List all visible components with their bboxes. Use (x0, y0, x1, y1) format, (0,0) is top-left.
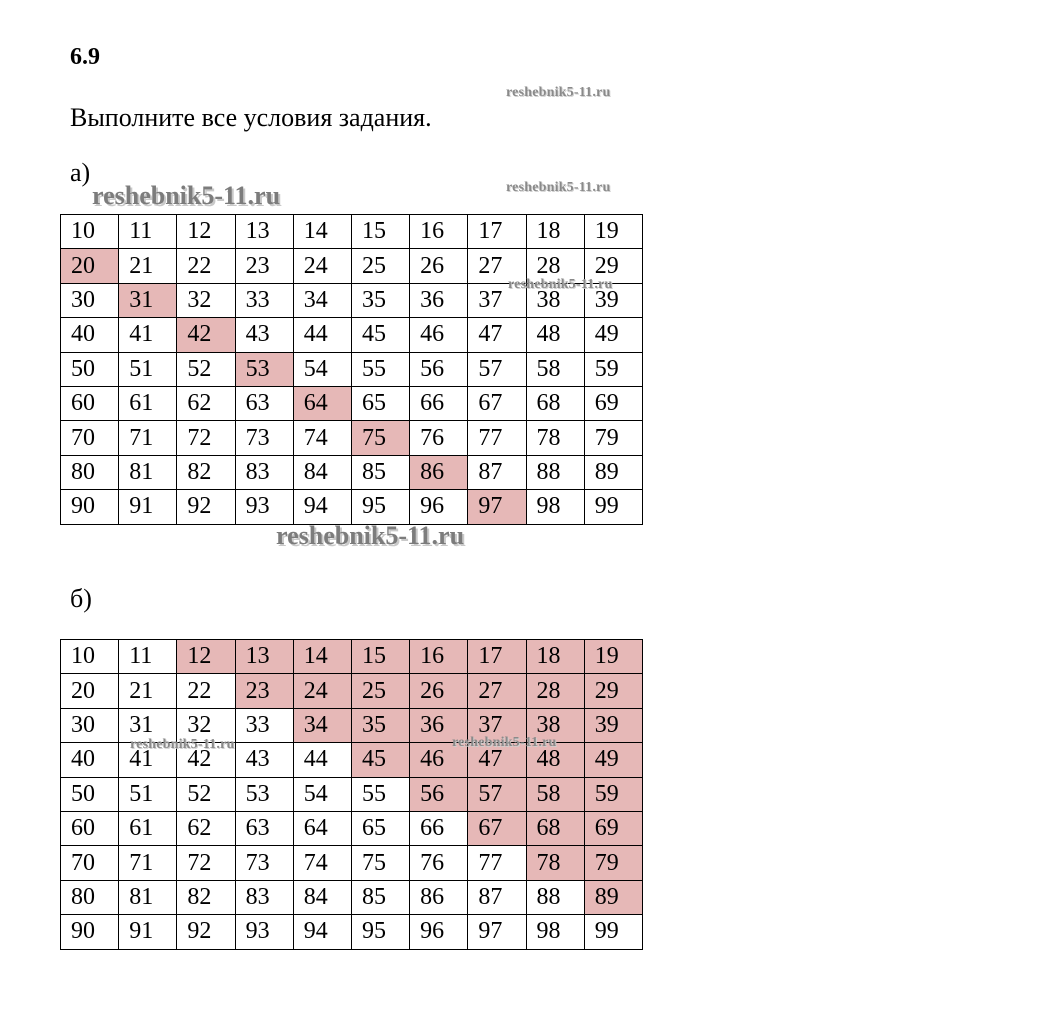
grid-cell: 99 (584, 915, 642, 949)
grid-cell-highlighted: 31 (119, 283, 177, 317)
grid-cell-highlighted: 15 (351, 640, 409, 674)
grid-cell-highlighted: 19 (584, 640, 642, 674)
watermark: reshebnik5-11.ru (452, 735, 557, 750)
grid-cell-highlighted: 79 (584, 846, 642, 880)
grid-cell: 56 (410, 352, 468, 386)
grid-cell: 50 (61, 777, 119, 811)
grid-cell-highlighted: 58 (526, 777, 584, 811)
grid-cell: 39 (584, 283, 642, 317)
grid-row (61, 455, 643, 489)
grid-cell: 22 (177, 249, 235, 283)
grid-cell-highlighted: 14 (293, 640, 351, 674)
task-instruction: Выполните все условия задания. (70, 103, 432, 132)
grid-cell: 45 (351, 318, 409, 352)
grid-cell: 32 (177, 283, 235, 317)
grid-cell-highlighted: 67 (468, 811, 526, 845)
grid-cell-highlighted: 17 (468, 640, 526, 674)
number-grid-b (60, 639, 643, 950)
grid-cell: 82 (177, 455, 235, 489)
grid-cell-highlighted: 64 (293, 386, 351, 420)
grid-cell: 41 (119, 318, 177, 352)
grid-row (61, 215, 643, 249)
grid-cell: 68 (526, 386, 584, 420)
grid-cell: 83 (235, 455, 293, 489)
grid-cell: 79 (584, 421, 642, 455)
number-grid-a (60, 214, 643, 525)
grid-cell-highlighted: 89 (584, 880, 642, 914)
grid-cell: 52 (177, 352, 235, 386)
grid-cell: 63 (235, 386, 293, 420)
grid-cell: 13 (235, 215, 293, 249)
watermark: reshebnik5-11.ru (506, 85, 611, 100)
grid-cell: 20 (61, 674, 119, 708)
grid-cell-highlighted: 69 (584, 811, 642, 845)
grid-row (61, 846, 643, 880)
grid-row (61, 640, 643, 674)
grid-cell: 55 (351, 352, 409, 386)
grid-cell: 23 (235, 249, 293, 283)
grid-cell: 30 (61, 708, 119, 742)
grid-cell-highlighted: 26 (410, 674, 468, 708)
grid-cell: 21 (119, 674, 177, 708)
grid-cell-highlighted: 12 (177, 640, 235, 674)
grid-cell: 91 (119, 915, 177, 949)
grid-cell: 89 (584, 455, 642, 489)
grid-cell-highlighted: 25 (351, 674, 409, 708)
grid-cell: 10 (61, 215, 119, 249)
grid-cell-highlighted: 78 (526, 846, 584, 880)
grid-cell: 44 (293, 318, 351, 352)
grid-cell: 70 (61, 846, 119, 880)
grid-cell: 59 (584, 352, 642, 386)
grid-cell: 92 (177, 915, 235, 949)
grid-cell: 34 (293, 283, 351, 317)
grid-cell: 36 (410, 283, 468, 317)
grid-cell: 77 (468, 846, 526, 880)
grid-cell: 11 (119, 215, 177, 249)
grid-cell: 92 (177, 490, 235, 524)
grid-cell: 86 (410, 880, 468, 914)
grid-cell: 50 (61, 352, 119, 386)
grid-cell: 29 (584, 249, 642, 283)
grid-row (61, 915, 643, 949)
grid-cell: 17 (468, 215, 526, 249)
grid-cell: 94 (293, 490, 351, 524)
grid-cell: 65 (351, 811, 409, 845)
grid-row (61, 421, 643, 455)
grid-cell: 97 (468, 915, 526, 949)
grid-cell-highlighted: 42 (177, 318, 235, 352)
grid-cell: 37 (468, 283, 526, 317)
grid-cell: 62 (177, 386, 235, 420)
grid-cell: 66 (410, 811, 468, 845)
grid-cell: 84 (293, 455, 351, 489)
grid-row (61, 674, 643, 708)
grid-cell: 49 (584, 318, 642, 352)
grid-cell: 95 (351, 915, 409, 949)
grid-cell: 30 (61, 283, 119, 317)
grid-cell: 70 (61, 421, 119, 455)
grid-cell-highlighted: 47 (468, 743, 526, 777)
grid-cell: 51 (119, 352, 177, 386)
grid-row (61, 352, 643, 386)
grid-row (61, 490, 643, 524)
grid-cell: 24 (293, 249, 351, 283)
grid-cell: 64 (293, 811, 351, 845)
grid-cell: 43 (235, 743, 293, 777)
grid-cell-highlighted: 56 (410, 777, 468, 811)
grid-cell-highlighted: 38 (526, 708, 584, 742)
grid-cell: 65 (351, 386, 409, 420)
grid-cell-highlighted: 13 (235, 640, 293, 674)
grid-cell: 40 (61, 743, 119, 777)
grid-cell: 28 (526, 249, 584, 283)
grid-cell: 40 (61, 318, 119, 352)
grid-row (61, 777, 643, 811)
grid-cell: 93 (235, 915, 293, 949)
grid-cell: 48 (526, 318, 584, 352)
grid-cell: 96 (410, 915, 468, 949)
grid-cell: 74 (293, 421, 351, 455)
grid-cell: 58 (526, 352, 584, 386)
grid-cell: 94 (293, 915, 351, 949)
grid-cell: 26 (410, 249, 468, 283)
grid-cell: 93 (235, 490, 293, 524)
grid-cell: 54 (293, 352, 351, 386)
grid-cell: 43 (235, 318, 293, 352)
grid-cell: 72 (177, 846, 235, 880)
grid-row (61, 386, 643, 420)
grid-cell: 85 (351, 455, 409, 489)
grid-cell-highlighted: 35 (351, 708, 409, 742)
grid-cell: 33 (235, 283, 293, 317)
part-a-label: а) (70, 158, 91, 187)
grid-cell: 61 (119, 386, 177, 420)
grid-cell: 76 (410, 421, 468, 455)
grid-cell: 98 (526, 915, 584, 949)
grid-cell-highlighted: 23 (235, 674, 293, 708)
grid-cell: 27 (468, 249, 526, 283)
grid-cell: 80 (61, 880, 119, 914)
grid-cell: 61 (119, 811, 177, 845)
grid-cell-highlighted: 16 (410, 640, 468, 674)
grid-cell: 46 (410, 318, 468, 352)
grid-cell: 51 (119, 777, 177, 811)
grid-cell: 71 (119, 421, 177, 455)
grid-cell: 80 (61, 455, 119, 489)
grid-cell-highlighted: 57 (468, 777, 526, 811)
grid-cell: 10 (61, 640, 119, 674)
grid-cell: 18 (526, 215, 584, 249)
grid-cell: 63 (235, 811, 293, 845)
grid-cell: 55 (351, 777, 409, 811)
grid-cell: 87 (468, 880, 526, 914)
grid-cell: 66 (410, 386, 468, 420)
grid-cell-highlighted: 34 (293, 708, 351, 742)
grid-cell: 53 (235, 777, 293, 811)
watermark: reshebnik5-11.ru (276, 521, 465, 550)
grid-cell: 72 (177, 421, 235, 455)
grid-cell: 73 (235, 846, 293, 880)
watermark: reshebnik5-11.ru (92, 181, 281, 210)
grid-cell: 41 (119, 743, 177, 777)
grid-cell: 67 (468, 386, 526, 420)
grid-cell-highlighted: 46 (410, 743, 468, 777)
grid-cell: 14 (293, 215, 351, 249)
watermark: reshebnik5-11.ru (508, 277, 613, 292)
grid-row (61, 811, 643, 845)
grid-cell: 12 (177, 215, 235, 249)
grid-cell-highlighted: 20 (61, 249, 119, 283)
grid-cell-highlighted: 75 (351, 421, 409, 455)
grid-cell: 71 (119, 846, 177, 880)
grid-cell: 44 (293, 743, 351, 777)
grid-cell-highlighted: 37 (468, 708, 526, 742)
grid-cell-highlighted: 24 (293, 674, 351, 708)
grid-cell: 38 (526, 283, 584, 317)
grid-cell: 54 (293, 777, 351, 811)
grid-cell-highlighted: 49 (584, 743, 642, 777)
grid-cell: 99 (584, 490, 642, 524)
grid-cell: 16 (410, 215, 468, 249)
grid-cell: 11 (119, 640, 177, 674)
grid-cell: 60 (61, 811, 119, 845)
grid-cell: 95 (351, 490, 409, 524)
grid-cell: 77 (468, 421, 526, 455)
grid-cell: 90 (61, 490, 119, 524)
grid-cell: 87 (468, 455, 526, 489)
grid-cell: 74 (293, 846, 351, 880)
grid-row (61, 318, 643, 352)
grid-cell: 35 (351, 283, 409, 317)
grid-cell: 73 (235, 421, 293, 455)
grid-cell: 52 (177, 777, 235, 811)
grid-cell: 78 (526, 421, 584, 455)
grid-cell-highlighted: 36 (410, 708, 468, 742)
grid-cell: 88 (526, 455, 584, 489)
grid-cell: 75 (351, 846, 409, 880)
watermark: reshebnik5-11.ru (506, 180, 611, 195)
grid-cell: 96 (410, 490, 468, 524)
grid-cell: 47 (468, 318, 526, 352)
grid-cell: 21 (119, 249, 177, 283)
part-b-label: б) (70, 584, 92, 613)
grid-cell: 91 (119, 490, 177, 524)
grid-cell: 85 (351, 880, 409, 914)
grid-cell-highlighted: 86 (410, 455, 468, 489)
grid-cell: 98 (526, 490, 584, 524)
grid-cell-highlighted: 29 (584, 674, 642, 708)
grid-cell: 19 (584, 215, 642, 249)
grid-cell-highlighted: 18 (526, 640, 584, 674)
grid-cell: 76 (410, 846, 468, 880)
grid-cell: 88 (526, 880, 584, 914)
grid-cell: 33 (235, 708, 293, 742)
grid-cell-highlighted: 28 (526, 674, 584, 708)
grid-cell: 60 (61, 386, 119, 420)
grid-cell-highlighted: 45 (351, 743, 409, 777)
grid-cell-highlighted: 68 (526, 811, 584, 845)
grid-cell-highlighted: 53 (235, 352, 293, 386)
grid-cell: 82 (177, 880, 235, 914)
grid-cell: 69 (584, 386, 642, 420)
grid-cell-highlighted: 48 (526, 743, 584, 777)
grid-cell-highlighted: 27 (468, 674, 526, 708)
watermark: reshebnik5-11.ru (130, 737, 235, 752)
grid-cell: 32 (177, 708, 235, 742)
grid-cell: 62 (177, 811, 235, 845)
grid-cell: 25 (351, 249, 409, 283)
grid-cell: 22 (177, 674, 235, 708)
grid-cell: 15 (351, 215, 409, 249)
grid-cell: 81 (119, 880, 177, 914)
grid-cell: 90 (61, 915, 119, 949)
grid-cell-highlighted: 39 (584, 708, 642, 742)
grid-cell-highlighted: 59 (584, 777, 642, 811)
grid-cell: 84 (293, 880, 351, 914)
grid-cell: 31 (119, 708, 177, 742)
grid-row (61, 880, 643, 914)
task-number: 6.9 (70, 44, 100, 70)
grid-cell: 42 (177, 743, 235, 777)
grid-cell: 81 (119, 455, 177, 489)
grid-cell-highlighted: 97 (468, 490, 526, 524)
grid-cell: 57 (468, 352, 526, 386)
grid-cell: 83 (235, 880, 293, 914)
